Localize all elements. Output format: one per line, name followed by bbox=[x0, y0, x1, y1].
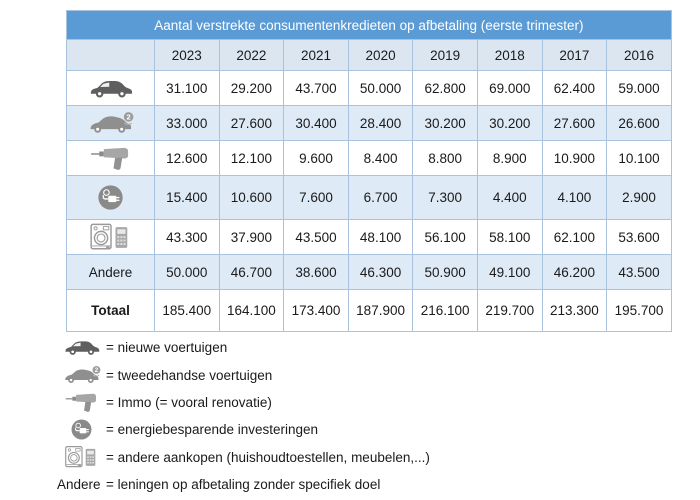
table-cell: 33.000 bbox=[155, 106, 220, 141]
drill-icon bbox=[57, 389, 106, 416]
legend bbox=[57, 334, 430, 498]
appliances-icon bbox=[57, 443, 106, 471]
table-cell: 4.100 bbox=[542, 176, 607, 220]
table-row bbox=[67, 71, 672, 106]
table-cell: 58.100 bbox=[477, 220, 542, 255]
legend-text: = leningen op afbetaling zonder specifiek doel bbox=[106, 477, 381, 493]
drill-icon bbox=[67, 141, 155, 176]
used-car-icon bbox=[67, 106, 155, 141]
title-row bbox=[67, 11, 672, 40]
consumer-credit-table bbox=[66, 10, 672, 332]
table-cell: 12.600 bbox=[155, 141, 220, 176]
table-cell: 50.000 bbox=[348, 71, 413, 106]
table-cell: 27.600 bbox=[219, 106, 284, 141]
total-cell: 195.700 bbox=[607, 290, 672, 332]
year-header-2020: 2020 bbox=[348, 40, 413, 71]
table-row bbox=[67, 141, 672, 176]
total-cell: 219.700 bbox=[477, 290, 542, 332]
table-cell: 48.100 bbox=[348, 220, 413, 255]
table-cell: 43.300 bbox=[155, 220, 220, 255]
legend-row bbox=[57, 416, 430, 443]
legend-text: = Immo (= vooral renovatie) bbox=[106, 394, 272, 410]
total-cell: 164.100 bbox=[219, 290, 284, 332]
legend-text: = nieuwe voertuigen bbox=[106, 340, 228, 356]
table-cell: 30.200 bbox=[477, 106, 542, 141]
svg-text:2: 2 bbox=[94, 367, 98, 375]
table-row bbox=[67, 176, 672, 220]
table-cell: 62.100 bbox=[542, 220, 607, 255]
table-cell: 7.300 bbox=[413, 176, 478, 220]
table-row bbox=[67, 106, 672, 141]
table-cell: 43.500 bbox=[284, 220, 349, 255]
total-row bbox=[67, 290, 672, 332]
table-cell: 62.800 bbox=[413, 71, 478, 106]
legend-row bbox=[57, 334, 430, 361]
legend-text: = andere aankopen (huishoudtoestellen, meubelen,...) bbox=[106, 449, 430, 465]
corner-cell bbox=[67, 40, 155, 71]
table-cell: 59.000 bbox=[607, 71, 672, 106]
legend-row bbox=[57, 471, 430, 498]
total-cell: 216.100 bbox=[413, 290, 478, 332]
table-cell: 31.100 bbox=[155, 71, 220, 106]
table-cell: 69.000 bbox=[477, 71, 542, 106]
appliances-icon bbox=[67, 220, 155, 255]
table-row bbox=[67, 220, 672, 255]
table-cell: 30.400 bbox=[284, 106, 349, 141]
year-header-2018: 2018 bbox=[477, 40, 542, 71]
table-cell: 8.400 bbox=[348, 141, 413, 176]
legend-label: Andere bbox=[57, 477, 101, 493]
table-cell: 7.600 bbox=[284, 176, 349, 220]
legend-row bbox=[57, 361, 430, 388]
table-cell: 30.200 bbox=[413, 106, 478, 141]
table-cell: 27.600 bbox=[542, 106, 607, 141]
legend-text: = energiebesparende investeringen bbox=[106, 422, 319, 438]
svg-text:2: 2 bbox=[125, 112, 131, 122]
table-cell: 2.900 bbox=[607, 176, 672, 220]
table-cell: 15.400 bbox=[155, 176, 220, 220]
table-cell: 53.600 bbox=[607, 220, 672, 255]
legend-row bbox=[57, 389, 430, 416]
table-cell: 9.600 bbox=[284, 141, 349, 176]
table-cell: 12.100 bbox=[219, 141, 284, 176]
table-cell: 4.400 bbox=[477, 176, 542, 220]
table-cell: 10.100 bbox=[607, 141, 672, 176]
table-cell: 8.800 bbox=[413, 141, 478, 176]
legend-text: = tweedehandse voertuigen bbox=[106, 367, 273, 383]
table-cell: 26.600 bbox=[607, 106, 672, 141]
table-cell: 43.500 bbox=[607, 255, 672, 290]
table-cell: 46.700 bbox=[219, 255, 284, 290]
table-cell: 29.200 bbox=[219, 71, 284, 106]
year-header-row bbox=[67, 40, 672, 71]
year-header-2021: 2021 bbox=[284, 40, 349, 71]
total-cell: 185.400 bbox=[155, 290, 220, 332]
table-cell: 49.100 bbox=[477, 255, 542, 290]
legend-row bbox=[57, 444, 430, 471]
total-cell: 173.400 bbox=[284, 290, 349, 332]
total-cell: 213.300 bbox=[542, 290, 607, 332]
table-cell: 10.900 bbox=[542, 141, 607, 176]
table-cell: 43.700 bbox=[284, 71, 349, 106]
new-car-icon bbox=[67, 71, 155, 106]
year-header-2023: 2023 bbox=[155, 40, 220, 71]
year-header-2016: 2016 bbox=[607, 40, 672, 71]
energy-icon bbox=[57, 416, 106, 443]
table-row bbox=[67, 255, 672, 290]
table-cell: 38.600 bbox=[284, 255, 349, 290]
table-cell: 50.000 bbox=[155, 255, 220, 290]
total-cell: 187.900 bbox=[348, 290, 413, 332]
table-cell: 56.100 bbox=[413, 220, 478, 255]
used-car-icon bbox=[57, 363, 106, 387]
year-header-2022: 2022 bbox=[219, 40, 284, 71]
table-cell: 62.400 bbox=[542, 71, 607, 106]
table-cell: 50.900 bbox=[413, 255, 478, 290]
energy-icon bbox=[67, 176, 155, 220]
total-label: Totaal bbox=[67, 290, 155, 332]
new-car-icon bbox=[57, 337, 106, 358]
table-cell: 8.900 bbox=[477, 141, 542, 176]
table-cell: 6.700 bbox=[348, 176, 413, 220]
table-cell: 28.400 bbox=[348, 106, 413, 141]
table-cell: 46.200 bbox=[542, 255, 607, 290]
table-cell: 37.900 bbox=[219, 220, 284, 255]
table-title: Aantal verstrekte consumentenkredieten op afbetaling (eerste trimester) bbox=[67, 11, 672, 40]
year-header-2017: 2017 bbox=[542, 40, 607, 71]
table-cell: 10.600 bbox=[219, 176, 284, 220]
table-cell: 46.300 bbox=[348, 255, 413, 290]
row-label: Andere bbox=[67, 255, 155, 290]
year-header-2019: 2019 bbox=[413, 40, 478, 71]
